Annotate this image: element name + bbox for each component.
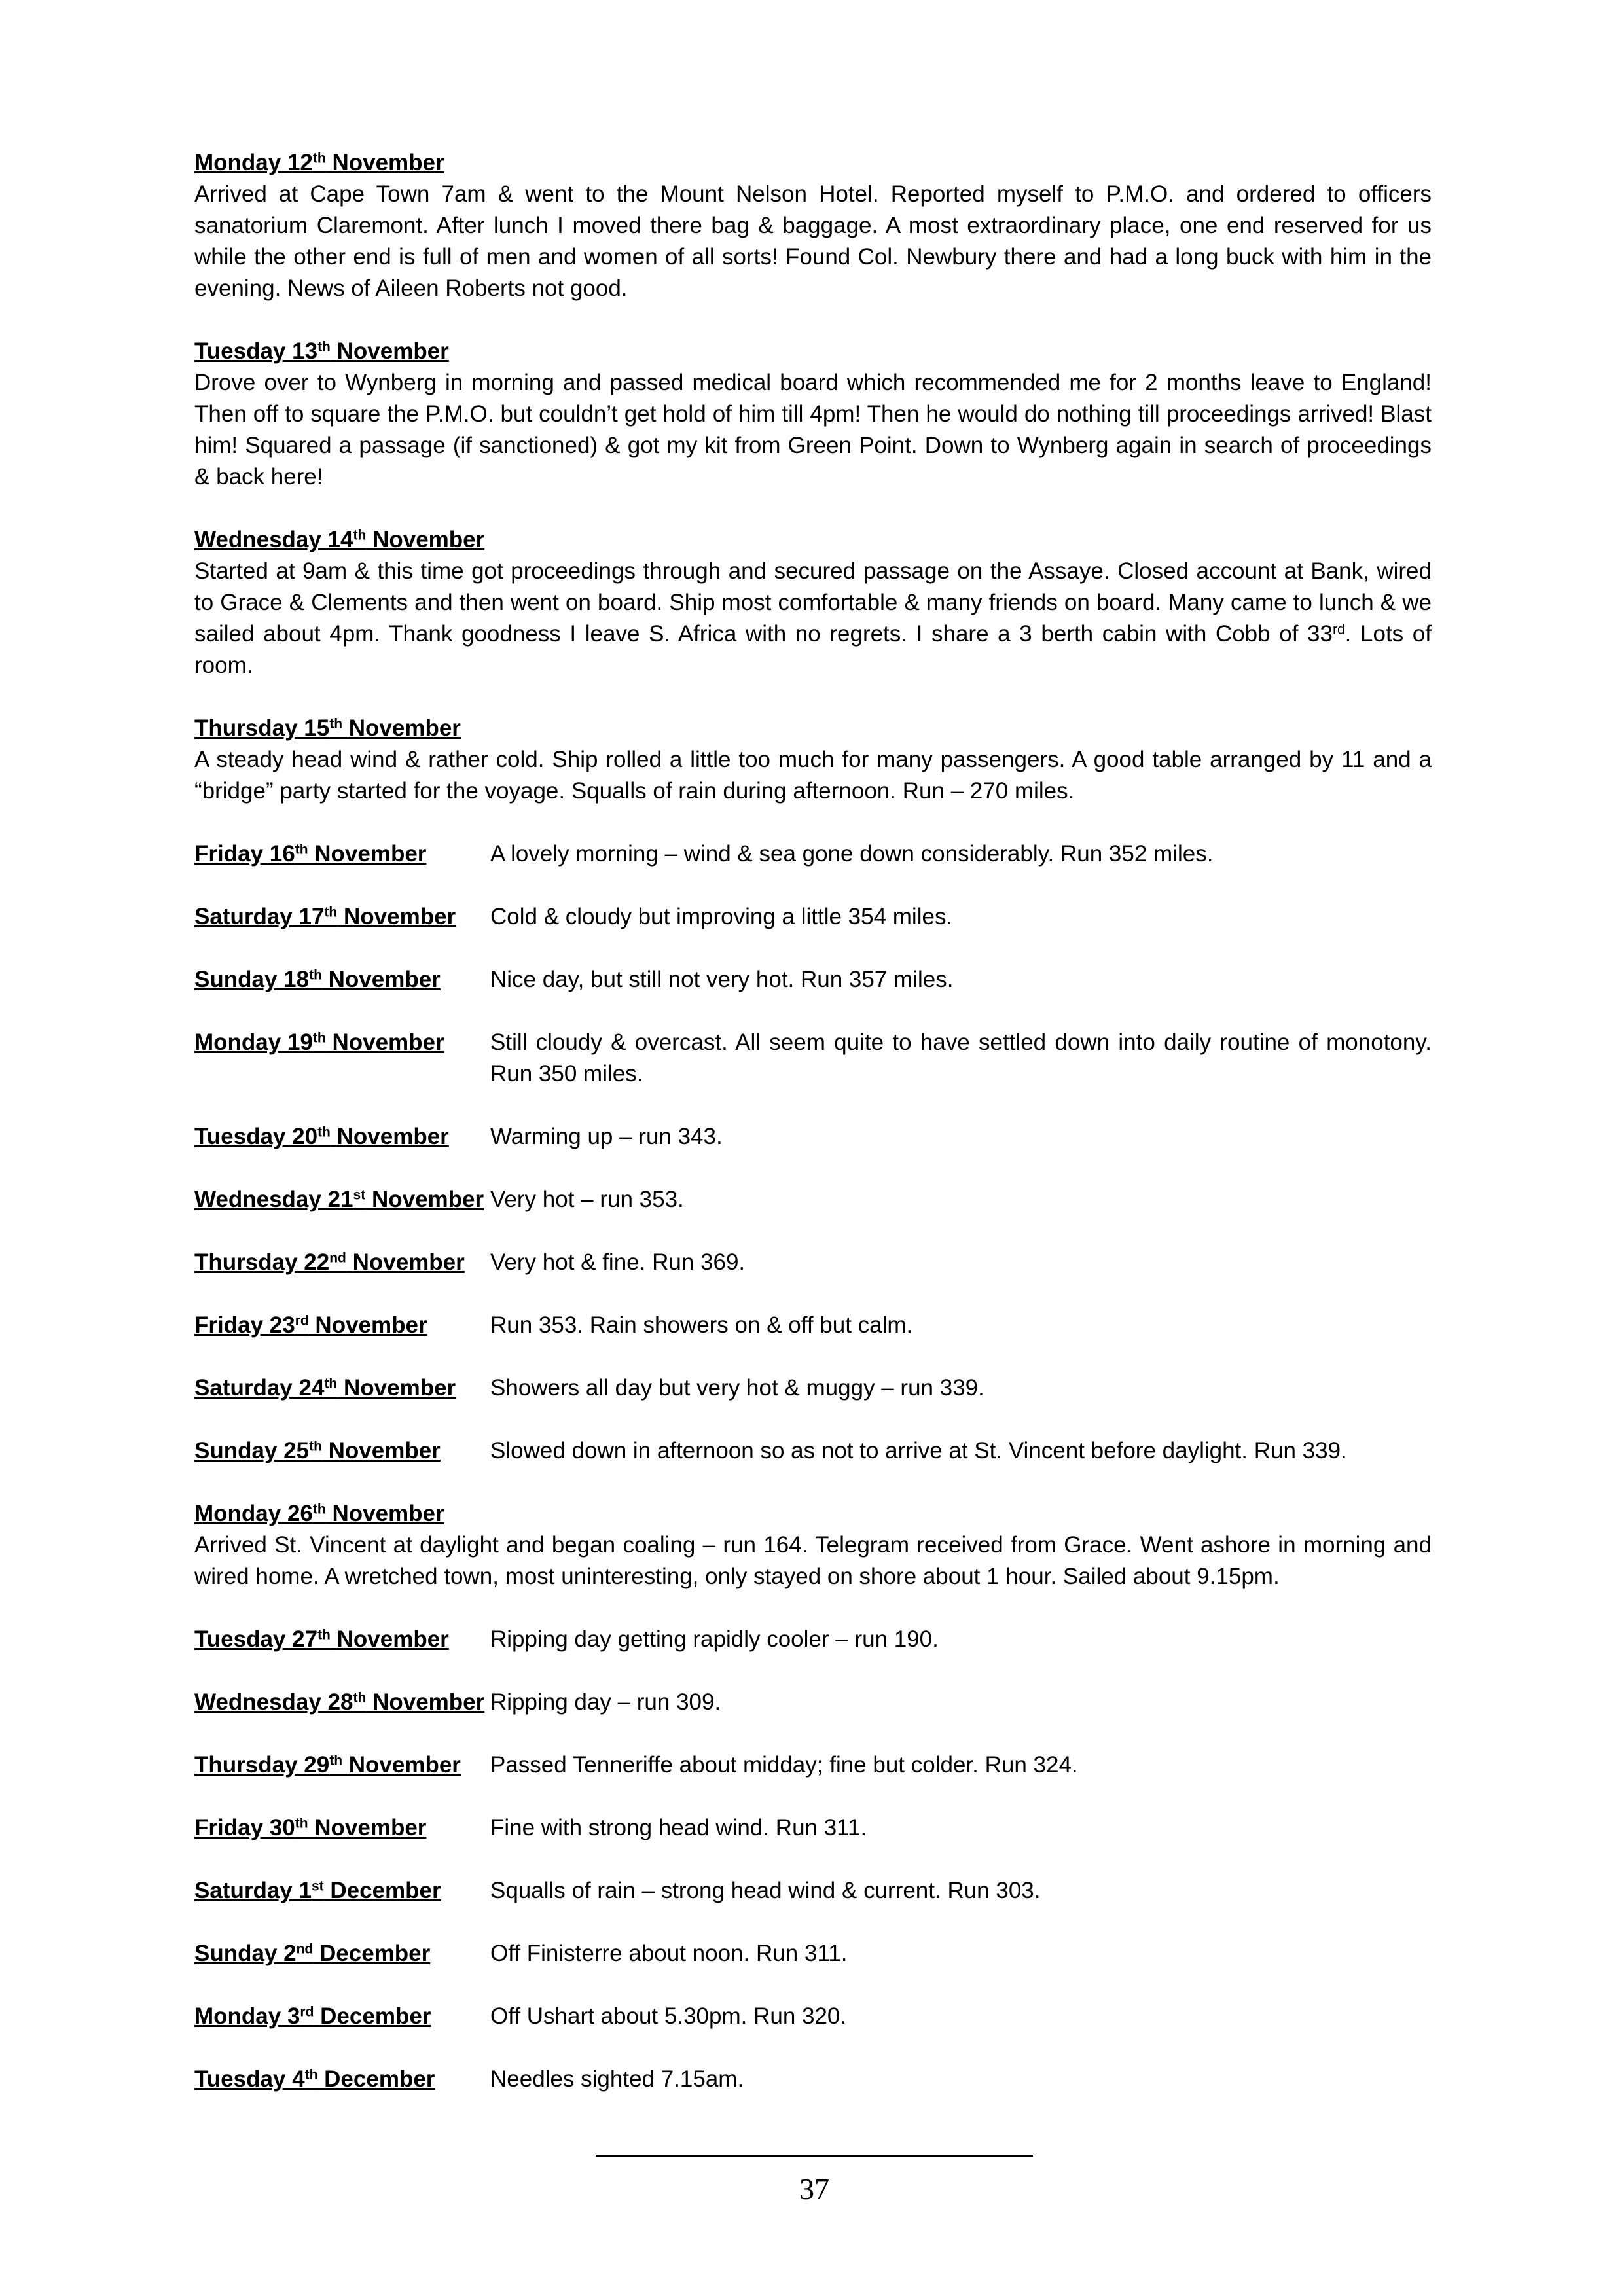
diary-row [194,2064,1432,2095]
entry-text: Nice day, but still not very hot. Run 357 miles. [490,967,954,992]
diary-entry [194,336,1432,493]
diary-entry [194,524,1432,681]
diary-row [194,1435,1432,1467]
diary-row [194,2001,1432,2032]
entry-date: Friday 23rd November [194,1312,427,1338]
diary-rows-a [194,838,1432,1467]
entry-date: Thursday 22nd November [194,1249,465,1275]
entry-date: Wednesday 14th November [194,527,485,552]
entry-text: Arrived St. Vincent at daylight and began coaling – run 164. Telegram received from Grace. Went ashore in morning and wired home. A wretched town, most uninteresting, only stayed on shore about 1 hour. Sailed about 9.15pm. [194,1532,1432,1589]
entry-date: Saturday 17th November [194,904,456,929]
diary-rows-b [194,1624,1432,2095]
entry-text: Squalls of rain – strong head wind & current. Run 303. [490,1878,1041,1903]
diary-row [194,1624,1432,1655]
entry-date: Tuesday 20th November [194,1124,449,1149]
entry-text: Off Finisterre about noon. Run 311. [490,1941,848,1966]
entry-text: Started at 9am & this time got proceedings through and secured passage on the Assaye. Closed account at Bank, wired to Grace & Clements and then went on board. Ship most comfortable & many friends on board. Many came to lunch & we sailed about 4pm. Thank goodness I leave S. Africa with no regrets. I share a 3 berth cabin with Cobb of 33rd. Lots of room. [194,558,1432,678]
entry-date: Wednesday 28th November [194,1689,485,1715]
diary-row [194,1938,1432,1969]
entry-text: Cold & cloudy but improving a little 354 miles. [490,904,953,929]
diary-row [194,964,1432,996]
diary-row [194,1184,1432,1215]
entry-date: Sunday 18th November [194,967,441,992]
diary-row [194,1749,1432,1781]
entry-date: Thursday 15th November [194,715,461,741]
entry-text: Slowed down in afternoon so as not to arrive at St. Vincent before daylight. Run 339. [490,1438,1347,1463]
entry-date: Saturday 1st December [194,1878,441,1903]
diary-page [194,147,1432,2126]
entry-text: Very hot & fine. Run 369. [490,1249,746,1275]
entry-date: Tuesday 13th November [194,338,449,364]
entry-text: Very hot – run 353. [490,1187,684,1212]
entry-date: Wednesday 21st November [194,1187,484,1212]
diary-row [194,1812,1432,1844]
diary-row [194,1687,1432,1718]
entry-text: A steady head wind & rather cold. Ship rolled a little too much for many passengers. A good table arranged by 11 and a “bridge” party started for the voyage. Squalls of rain during afternoon. Run – 270 miles. [194,747,1432,804]
entry-date: Saturday 24th November [194,1375,456,1401]
entry-text: Warming up – run 343. [490,1124,723,1149]
diary-row [194,1310,1432,1341]
entry-date: Monday 3rd December [194,2003,431,2029]
entry-date: Thursday 29th November [194,1752,461,1778]
entry-text: Showers all day but very hot & muggy – run 339. [490,1375,984,1401]
footer-rule [596,2155,1033,2157]
entry-text: Arrived at Cape Town 7am & went to the Mount Nelson Hotel. Reported myself to P.M.O. and ordered to officers sanatorium Claremont. After lunch I moved there bag & baggage. A most extraordinary place, one end reserved for us while the other end is full of men and women of all sorts! Found Col. Newbury there and had a long buck with him in the evening. News of Aileen Roberts not good. [194,181,1432,301]
entry-text: Run 353. Rain showers on & off but calm. [490,1312,913,1338]
diary-row [194,1247,1432,1278]
entry-date: Friday 30th November [194,1815,427,1840]
entry-date: Monday 19th November [194,1030,444,1055]
diary-row [194,838,1432,870]
diary-entry [194,713,1432,807]
entry-date: Monday 26th November [194,1501,444,1526]
entry-text: Needles sighted 7.15am. [490,2066,744,2092]
entry-text: A lovely morning – wind & sea gone down considerably. Run 352 miles. [490,841,1214,867]
diary-entry [194,1498,1432,1592]
page-number: 37 [799,2172,829,2206]
entry-text: Passed Tenneriffe about midday; fine but colder. Run 324. [490,1752,1078,1778]
diary-row [194,1372,1432,1404]
entry-date: Monday 12th November [194,150,444,175]
entry-date: Sunday 2nd December [194,1941,431,1966]
entry-text: Ripping day – run 309. [490,1689,721,1715]
entry-text: Off Ushart about 5.30pm. Run 320. [490,2003,847,2029]
entry-text: Fine with strong head wind. Run 311. [490,1815,867,1840]
entry-text: Still cloudy & overcast. All seem quite to have settled down into daily routine of monotony. Run 350 miles. [490,1030,1432,1086]
diary-row [194,901,1432,933]
diary-row [194,1875,1432,1907]
entry-date: Tuesday 27th November [194,1626,449,1652]
diary-entry [194,147,1432,304]
entry-date: Tuesday 4th December [194,2066,435,2092]
diary-row [194,1027,1432,1090]
entry-date: Sunday 25th November [194,1438,441,1463]
entry-text: Ripping day getting rapidly cooler – run 190. [490,1626,939,1652]
entry-text: Drove over to Wynberg in morning and passed medical board which recommended me for 2 months leave to England! Then off to square the P.M.O. but couldn’t get hold of him till 4pm! Then he would do nothing till proceedings arrived! Blast him! Squared a passage (if sanctioned) & got my kit from Green Point. Down to Wynberg again in search of proceedings & back here! [194,370,1432,490]
entry-date: Friday 16th November [194,841,427,867]
diary-row [194,1121,1432,1153]
